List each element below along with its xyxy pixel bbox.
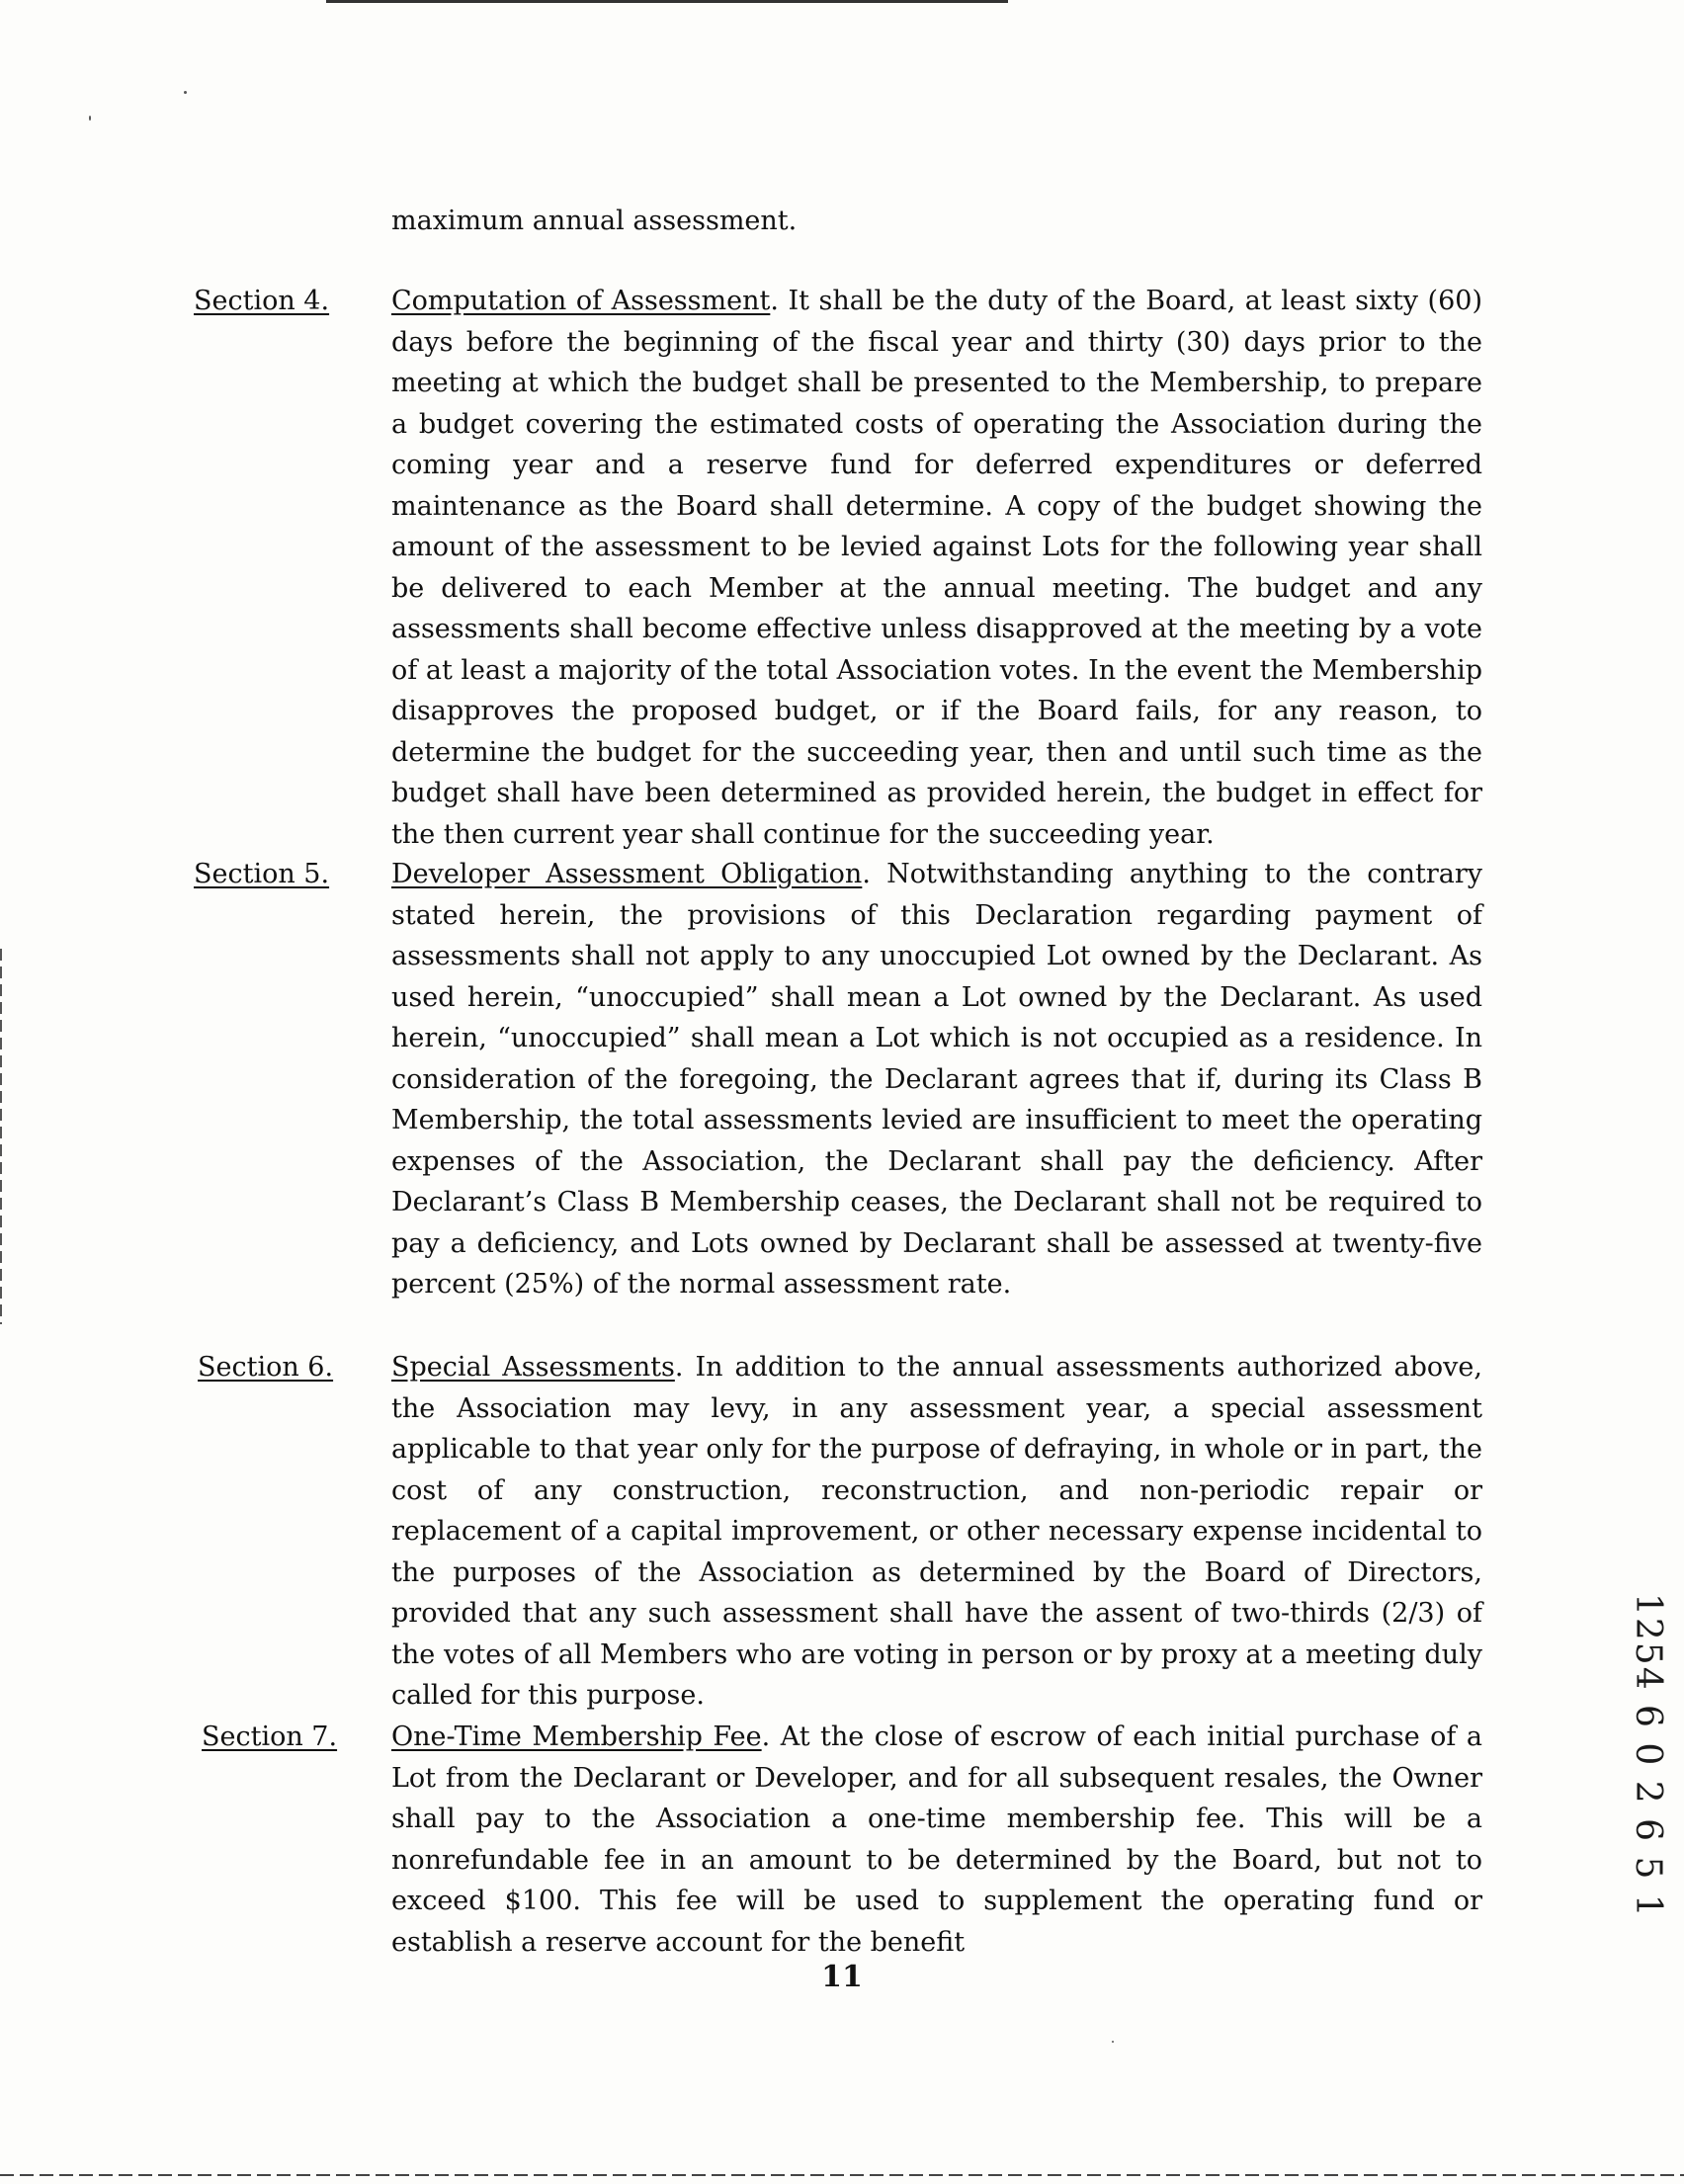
section-label: Section 4. <box>194 286 330 316</box>
section-title: Developer Assessment Obligation <box>391 859 863 889</box>
scan-speck <box>1112 2041 1114 2043</box>
section-label: Section 6. <box>198 1352 334 1383</box>
scan-edge-left <box>0 949 2 1324</box>
scan-speck <box>184 91 187 94</box>
section-body <box>391 1347 1482 1717</box>
section-text: . Notwithstanding anything to the contrary stated herein, the provisions of this Declaration regarding payment of assessments shall not apply to any unoccupied Lot owned by the Declarant. As used herein, “unoccupied” shall mean a Lot owned by the Declarant. As used herein, “unoccupied” shall mean a Lot which is not occupied as a residence. In consideration of the foregoing, the Declarant agrees that if, during its Class B Membership, the total assessments levied are insufficient to meet the operating expenses of the Association, the Declarant shall pay the deficiency. After Declarant’s Class B Membership ceases, the Declarant shall not be required to pay a deficiency, and Lots owned by Declarant shall be assessed at twenty-five percent (25%) of the normal assessment rate. <box>391 859 1482 1300</box>
continued-text: maximum annual assessment. <box>391 206 798 236</box>
section-label: Section 7. <box>202 1722 338 1752</box>
section-text: . It shall be the duty of the Board, at least sixty (60) days before the beginning of the fiscal year and thirty (30) days prior to the meeting at which the budget shall be presented to the Membership, to prepare a budget covering the estimated costs of operating the Association during the coming year and a reserve fund for deferred expenditures or deferred maintenance as the Board shall determine. A copy of the budget showing the amount of the assessment to be levied against Lots for the following year shall be delivered to each Member at the annual meeting. The budget and any assessments shall become effective unless disapproved at the meeting by a vote of at least a majority of the total Association votes. In the event the Membership disapproves the proposed budget, or if the Board fails, for any reason, to determine the budget for the succeeding year, then and until such time as the budget shall have been determined as provided herein, the budget in effect for the then current year shall continue for the succeeding year. <box>391 286 1482 850</box>
scan-edge-bottom <box>0 2174 1684 2176</box>
recording-number: 1254 6 0 2 6 5 1 <box>1628 1593 1668 1919</box>
section-title: Special Assessments <box>391 1352 675 1383</box>
section-text: . In addition to the annual assessments authorized above, the Association may levy, in any assessment year, a special assessment applicable to that year only for the purpose of defraying, in whole or in part, the cost of any construction, reconstruction, and non-periodic repair or replacement of a capital improvement, or other necessary expense incidental to the purposes of the Association as determined by the Board of Directors, provided that any such assessment shall have the assent of two-thirds (2/3) of the votes of all Members who are voting in person or by proxy at a meeting duly called for this purpose. <box>391 1352 1482 1711</box>
section-body <box>391 854 1482 1305</box>
recording-stamp <box>1621 1593 1680 1919</box>
section-title: Computation of Assessment <box>391 286 771 316</box>
section-label: Section 5. <box>194 859 330 889</box>
section-text: . At the close of escrow of each initial purchase of a Lot from the Declarant or Developer, and for all subsequent resales, the Owner shall pay to the Association a one-time membership fee. This will be a nonrefundable fee in an amount to be determined by the Board, but not to exceed $100. This fee will be used to supplement the operating fund or establish a reserve account for the benefit <box>391 1722 1482 1958</box>
scan-edge-top <box>326 0 1008 3</box>
section-body <box>391 1717 1482 1963</box>
section-title: One-Time Membership Fee <box>391 1722 762 1752</box>
page-number: 11 <box>821 1960 863 1994</box>
scan-speck <box>89 116 91 121</box>
section-body <box>391 281 1482 855</box>
